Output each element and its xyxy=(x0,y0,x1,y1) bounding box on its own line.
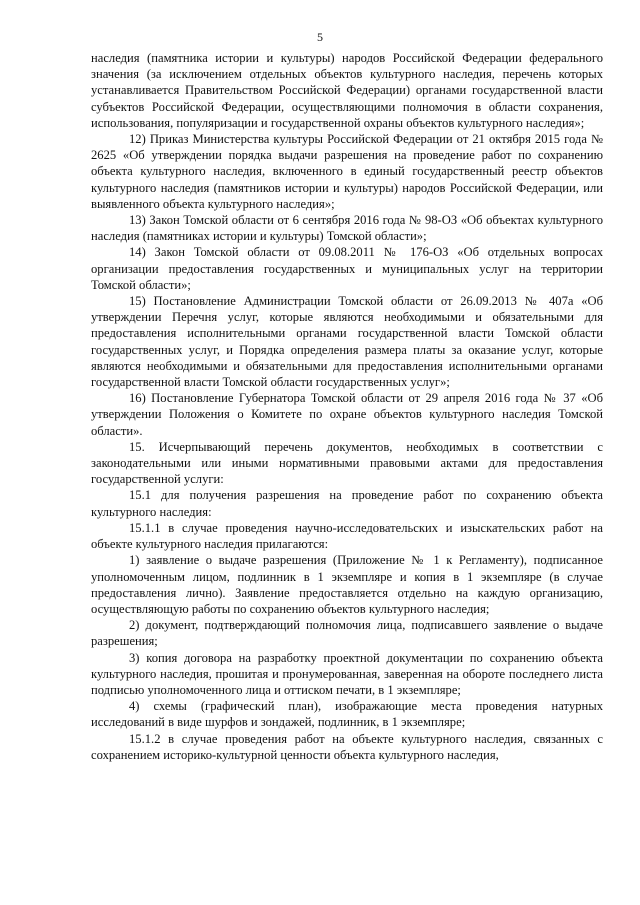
paragraph-list-item-4: 4) схемы (графический план), изображающие места проведения натурных исследований в виде шурфов и зондажей, подлинник, в 1 экземпляре; xyxy=(91,699,603,730)
paragraph-intro-continuation: наследия (памятника истории и культуры) народов Российской Федерации федерального значения (за исключением отдельных объектов культурного наследия, перечень которых устанавливается Правительством Российской Федерации) органами государственной власти субъектов Российской Федерации, осуществляющими полномочия в области сохранения, использования, популяризации и государственной охраны объектов культурного наследия»; xyxy=(91,51,603,130)
paragraph-section-15-1: 15.1 для получения разрешения на проведение работ по сохранению объекта культурного наследия: xyxy=(91,488,603,519)
paragraph-section-15-1-2: 15.1.2 в случае проведения работ на объекте культурного наследия, связанных с сохранением историко-культурной ценности объекта культурного наследия, xyxy=(91,731,603,762)
paragraph-item-15: 15) Постановление Администрации Томской области от 26.09.2013 № 407а «Об утверждении Перечня услуг, которые являются необходимыми и обязательными для предоставления исполнительными органами государственной власти Томской области государственных услуг, и Порядка определения размера платы за оказание услуг, которые являются необходимыми и обязательными для предоставления исполнительными органами государственной власти Томской области государственных услуг»; xyxy=(91,294,603,390)
paragraph-section-15: 15. Исчерпывающий перечень документов, необходимых в соответствии с законодательными или иными нормативными правовыми актами для предоставления государственной услуги: xyxy=(91,439,603,487)
paragraph-list-item-2: 2) документ, подтверждающий полномочия лица, подписавшего заявление о выдаче разрешения; xyxy=(91,618,603,649)
paragraph-item-16: 16) Постановление Губернатора Томской области от 29 апреля 2016 года № 37 «Об утверждении Положения о Комитете по охране объектов культурного наследия Томской области». xyxy=(91,391,603,438)
page-number: 5 xyxy=(317,30,323,44)
paragraph-list-item-1: 1) заявление о выдаче разрешения (Приложение № 1 к Регламенту), подписанное уполномоченным лицом, подлинник в 1 экземпляре и копия в 1 экземпляре (в случае предоставления лично). Заявление предоставляется отдельно на каждую организацию, осуществляющую работы по сохранению объектов культурного наследия; xyxy=(91,553,603,616)
paragraph-item-13: 13) Закон Томской области от 6 сентября 2016 года № 98-ОЗ «Об объектах культурного наследия (памятниках истории и культуры) Томской области»; xyxy=(91,213,603,244)
paragraph-section-15-1-1: 15.1.1 в случае проведения научно-исследовательских и изыскательских работ на объекте культурного наследия прилагаются: xyxy=(91,520,603,552)
paragraph-list-item-3: 3) копия договора на разработку проектной документации по сохранению объекта культурного наследия, прошитая и пронумерованная, заверенная на обороте последнего листа подписью уполномоченного лица и оттиском печати, в 1 экземпляре; xyxy=(91,650,603,697)
paragraph-item-12: 12) Приказ Министерства культуры Российской Федерации от 21 октября 2015 года № 2625 «Об утверждении порядка выдачи разрешения на проведение работ по сохранению объекта культурного наследия, включенного в единый государственный реестр объектов культурного наследия (памятников истории и культуры) народов Российской Федерации, или выявленного объекта культурного наследия»; xyxy=(91,132,603,211)
document-body xyxy=(91,50,603,763)
paragraph-item-14: 14) Закон Томской области от 09.08.2011 № 176-ОЗ «Об отдельных вопросах организации предоставления государственных и муниципальных услуг на территории Томской области»; xyxy=(91,245,603,292)
